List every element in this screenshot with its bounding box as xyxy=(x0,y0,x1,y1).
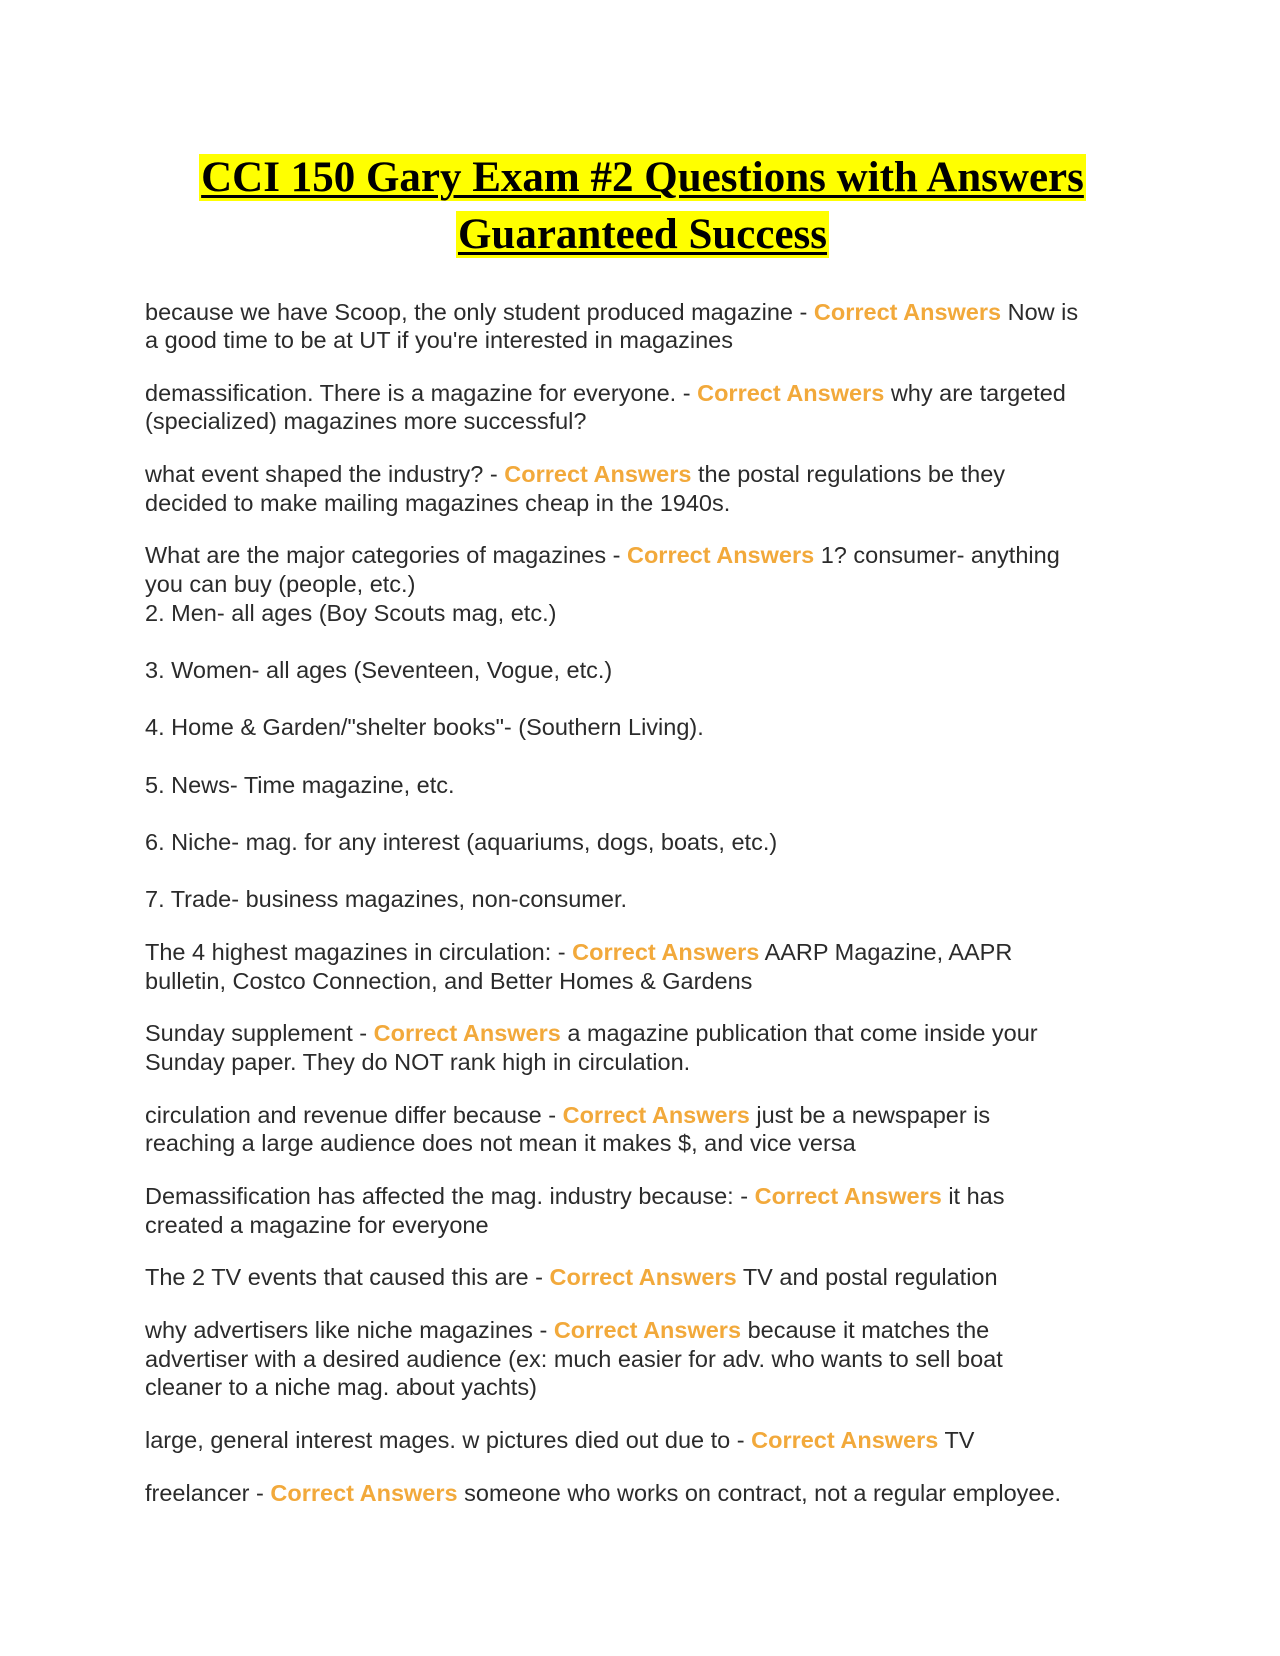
qa-block xyxy=(145,1263,1080,1292)
correct-answers-marker: Correct Answers xyxy=(572,938,760,965)
qa-block xyxy=(145,1316,1080,1402)
qa-answer: a magazine publication that come inside your Sunday paper. They do NOT rank high in circulation. xyxy=(145,1020,1038,1075)
qa-answer: why are targeted (specialized) magazines more successful? xyxy=(145,379,1066,435)
qa-answer: it has created a magazine for everyone xyxy=(145,1182,1005,1238)
qa-block xyxy=(145,1019,1080,1076)
correct-answers-marker: Correct Answers xyxy=(626,542,815,569)
qa-question: The 4 highest magazines in circulation: xyxy=(145,938,552,965)
qa-block xyxy=(145,541,1080,914)
qa-block xyxy=(145,460,1080,517)
qa-answer: because it matches the advertiser with a desired audience (ex: much easier for adv. who wants to sell boat cleaner to a niche mag. about yachts) xyxy=(145,1316,1003,1401)
correct-answers-marker: Correct Answers xyxy=(562,1101,750,1128)
qa-question: why advertisers like niche magazines xyxy=(145,1316,533,1343)
qa-answer: the postal regulations be they decided to make mailing magazines cheap in the 1940s. xyxy=(145,461,1006,516)
qa-question: The 2 TV events that caused this are xyxy=(145,1264,529,1291)
qa-answer: AARP Magazine, AAPR bulletin, Costco Connection, and Better Homes & Gardens xyxy=(145,938,1013,994)
qa-question: circulation and revenue differ because xyxy=(145,1101,542,1128)
qa-answer-line: 3. Women- all ages (Seventeen, Vogue, etc.) xyxy=(145,657,613,684)
qa-answer-line: 4. Home & Garden/"shelter books"- (Southern Living). xyxy=(145,714,704,741)
page-title-text: CCI 150 Gary Exam #2 Questions with Answers Guaranteed Success xyxy=(201,154,1084,258)
qa-block xyxy=(145,1182,1080,1239)
qa-block xyxy=(145,1101,1080,1158)
correct-answers-marker: Correct Answers xyxy=(553,1316,742,1343)
qa-answer: someone who works on contract, not a regular employee. xyxy=(464,1479,1062,1506)
qa-separator: - xyxy=(541,1101,563,1128)
qa-answer: TV xyxy=(944,1426,975,1453)
qa-separator: - xyxy=(532,1316,554,1343)
qa-list xyxy=(145,298,1140,1508)
qa-separator: - xyxy=(249,1479,271,1506)
correct-answers-marker: Correct Answers xyxy=(373,1020,561,1047)
qa-separator: - xyxy=(730,1426,752,1453)
qa-block xyxy=(145,1479,1080,1508)
correct-answers-marker: Correct Answers xyxy=(270,1479,458,1506)
qa-separator: - xyxy=(551,938,573,965)
correct-answers-marker: Correct Answers xyxy=(751,1426,939,1453)
qa-question: large, general interest mages. w pictures died out due to xyxy=(145,1426,731,1453)
correct-answers-marker: Correct Answers xyxy=(754,1182,942,1209)
qa-answer: Now is a good time to be at UT if you're interested in magazines xyxy=(145,298,1079,354)
qa-question: because we have Scoop, the only student produced magazine xyxy=(145,298,793,325)
qa-question: Demassification has affected the mag. industry because: xyxy=(145,1182,734,1209)
qa-separator: - xyxy=(733,1182,755,1209)
qa-block xyxy=(145,938,1080,995)
correct-answers-marker: Correct Answers xyxy=(549,1264,737,1291)
correct-answers-marker: Correct Answers xyxy=(504,461,692,488)
correct-answers-marker: Correct Answers xyxy=(813,298,1002,325)
qa-separator: - xyxy=(528,1264,550,1291)
qa-question: Sunday supplement xyxy=(145,1020,353,1047)
qa-answer-line: 6. Niche- mag. for any interest (aquariums, dogs, boats, etc.) xyxy=(145,829,778,855)
qa-question: freelancer xyxy=(145,1479,250,1506)
qa-answer: TV and postal regulation xyxy=(742,1264,998,1291)
qa-answer: just be a newspaper is reaching a large audience does not mean it makes $, and vice versa xyxy=(145,1101,991,1157)
qa-question: what event shaped the industry? xyxy=(145,461,484,488)
qa-question: demassification. There is a magazine for everyone. xyxy=(145,379,677,406)
qa-block xyxy=(145,298,1080,355)
qa-answer: 1? consumer- anything you can buy (people, etc.) xyxy=(145,542,1060,598)
qa-block xyxy=(145,1426,1080,1455)
qa-separator: - xyxy=(352,1020,374,1047)
qa-separator: - xyxy=(676,379,698,406)
qa-separator: - xyxy=(483,461,505,488)
qa-separator: - xyxy=(793,298,814,325)
qa-answer-line: 2. Men- all ages (Boy Scouts mag, etc.) xyxy=(145,599,557,626)
qa-separator: - xyxy=(606,542,627,569)
correct-answers-marker: Correct Answers xyxy=(697,379,885,406)
qa-answer-line: 7. Trade- business magazines, non-consumer. xyxy=(145,886,628,913)
page-title xyxy=(145,150,1140,264)
qa-question: What are the major categories of magazines xyxy=(145,542,607,569)
qa-block xyxy=(145,379,1080,436)
qa-answer-line: 5. News- Time magazine, etc. xyxy=(145,771,455,798)
